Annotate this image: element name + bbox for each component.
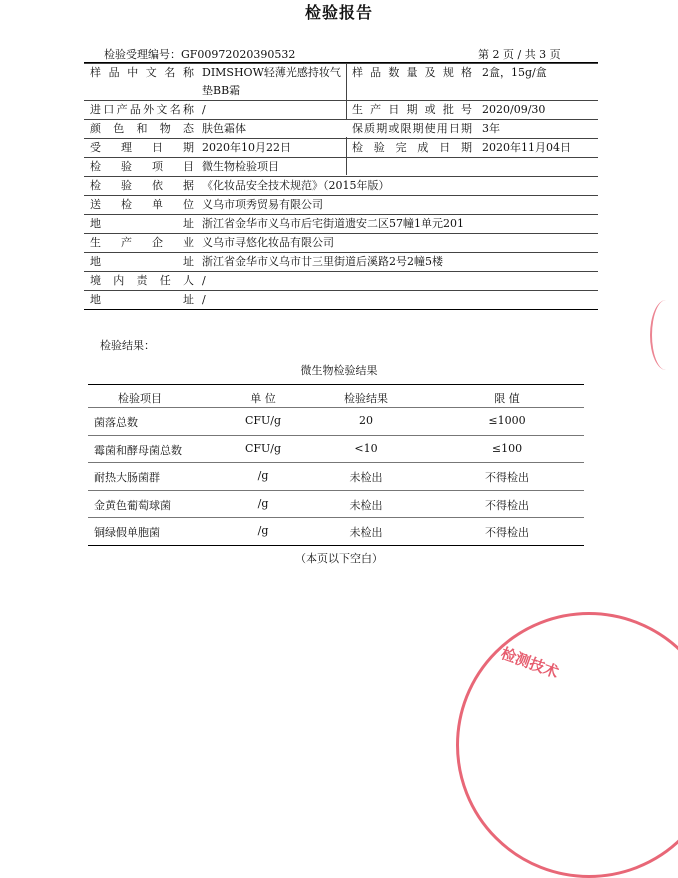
table-row — [88, 490, 584, 518]
info-label: 检验完成日期 — [352, 141, 472, 154]
column-header: 检验结果 — [344, 392, 388, 405]
seal-text: 检测技术 — [498, 644, 562, 682]
table-cell: CFU/g — [244, 441, 282, 455]
info-label: 颜色和物态 — [90, 122, 194, 135]
info-label: 样品中文名称 — [90, 66, 194, 79]
table-cell: /g — [257, 496, 269, 510]
table-cell: ≤100 — [491, 441, 523, 455]
table-row — [88, 407, 584, 435]
table-row — [88, 462, 584, 490]
table-cell: /g — [257, 524, 269, 537]
info-value: 微生物检验项目 — [202, 160, 279, 173]
info-value: DIMSHOW轻薄光感持妆气垫BB霜 — [202, 66, 341, 97]
info-label: 生产企业 — [90, 236, 194, 249]
info-row — [84, 176, 598, 195]
info-label: 样品数量及规格 — [352, 66, 472, 79]
info-label: 地址 — [90, 217, 194, 230]
info-label: 送检单位 — [90, 198, 194, 211]
info-row — [84, 63, 598, 100]
edge-seal-mark — [650, 300, 678, 370]
results-label: 检验结果： — [100, 339, 155, 352]
info-value: 浙江省金华市义乌市廿三里街道后溪路2号2幢5楼 — [202, 255, 443, 268]
info-label: 地址 — [90, 255, 194, 268]
table-cell: 不得检出 — [485, 526, 529, 539]
table-cell: 未检出 — [349, 526, 383, 539]
accept-number: 检验受理编号：GF00972020390532 — [104, 48, 296, 61]
red-seal-stamp — [456, 612, 678, 878]
column-header: 单 位 — [250, 392, 276, 405]
table-cell: 不得检出 — [485, 498, 529, 512]
info-label: 生产日期或批号 — [352, 103, 472, 116]
column-header: 检验项目 — [118, 392, 162, 405]
table-cell: /g — [257, 469, 269, 482]
table-header-row — [88, 385, 584, 407]
info-value: 浙江省金华市义乌市后宅街道遗安二区57幢1单元201 — [202, 217, 464, 230]
info-row — [84, 252, 598, 271]
sample-info-table — [84, 62, 598, 310]
table-cell: CFU/g — [244, 414, 282, 427]
info-value: 义乌市寻悠化妆品有限公司 — [202, 236, 334, 249]
table-cell: 霉菌和酵母菌总数 — [94, 443, 182, 457]
blank-notice: （本页以下空白） — [295, 552, 383, 565]
info-label: 检验依据 — [90, 179, 194, 192]
info-label: 保质期或限期使用日期 — [352, 122, 472, 135]
info-row — [84, 233, 598, 252]
page-title: 检验报告 — [304, 3, 373, 22]
info-value: / — [202, 274, 206, 287]
table-cell: ≤1000 — [488, 414, 526, 427]
info-row — [84, 119, 598, 138]
info-label: 进口产品外文名称 — [90, 103, 194, 116]
info-value: 2盒，15g/盒 — [482, 66, 547, 79]
table-cell: 菌落总数 — [94, 416, 138, 429]
results-table-title: 微生物检验结果 — [300, 364, 378, 377]
info-value: 3年 — [482, 122, 500, 135]
info-value: / — [202, 293, 206, 306]
info-row — [84, 138, 598, 157]
info-row — [84, 100, 598, 119]
table-cell: 未检出 — [349, 498, 383, 512]
table-cell: 20 — [359, 414, 373, 427]
info-label: 受理日期 — [90, 141, 194, 154]
info-value: 义乌市项秀贸易有限公司 — [202, 198, 323, 211]
info-row — [84, 195, 598, 214]
info-row — [84, 271, 598, 290]
info-value: 2020年10月22日 — [202, 141, 291, 154]
results-table — [88, 384, 584, 546]
info-row — [84, 290, 598, 309]
table-row — [88, 517, 584, 545]
table-row — [88, 435, 584, 463]
table-cell: <10 — [354, 441, 378, 455]
table-cell: 未检出 — [349, 471, 383, 484]
table-cell: 铜绿假单胞菌 — [94, 526, 160, 539]
info-value: 2020/09/30 — [482, 103, 546, 116]
info-row — [84, 214, 598, 233]
info-value: 《化妆品安全技术规范》（2015年版） — [202, 179, 390, 192]
table-cell: 不得检出 — [485, 471, 529, 484]
info-value: 2020年11月04日 — [482, 141, 571, 154]
table-cell: 金黄色葡萄球菌 — [94, 498, 171, 512]
info-label: 地址 — [90, 293, 194, 306]
info-value: 肤色霜体 — [202, 122, 246, 135]
info-value: / — [202, 103, 206, 116]
info-label: 境内责任人 — [90, 274, 194, 287]
table-cell: 耐热大肠菌群 — [94, 471, 160, 484]
column-header: 限 值 — [494, 392, 520, 405]
info-row — [84, 157, 598, 176]
page-number: 第 2 页 / 共 3 页 — [478, 48, 561, 61]
info-label: 检验项目 — [90, 160, 194, 173]
